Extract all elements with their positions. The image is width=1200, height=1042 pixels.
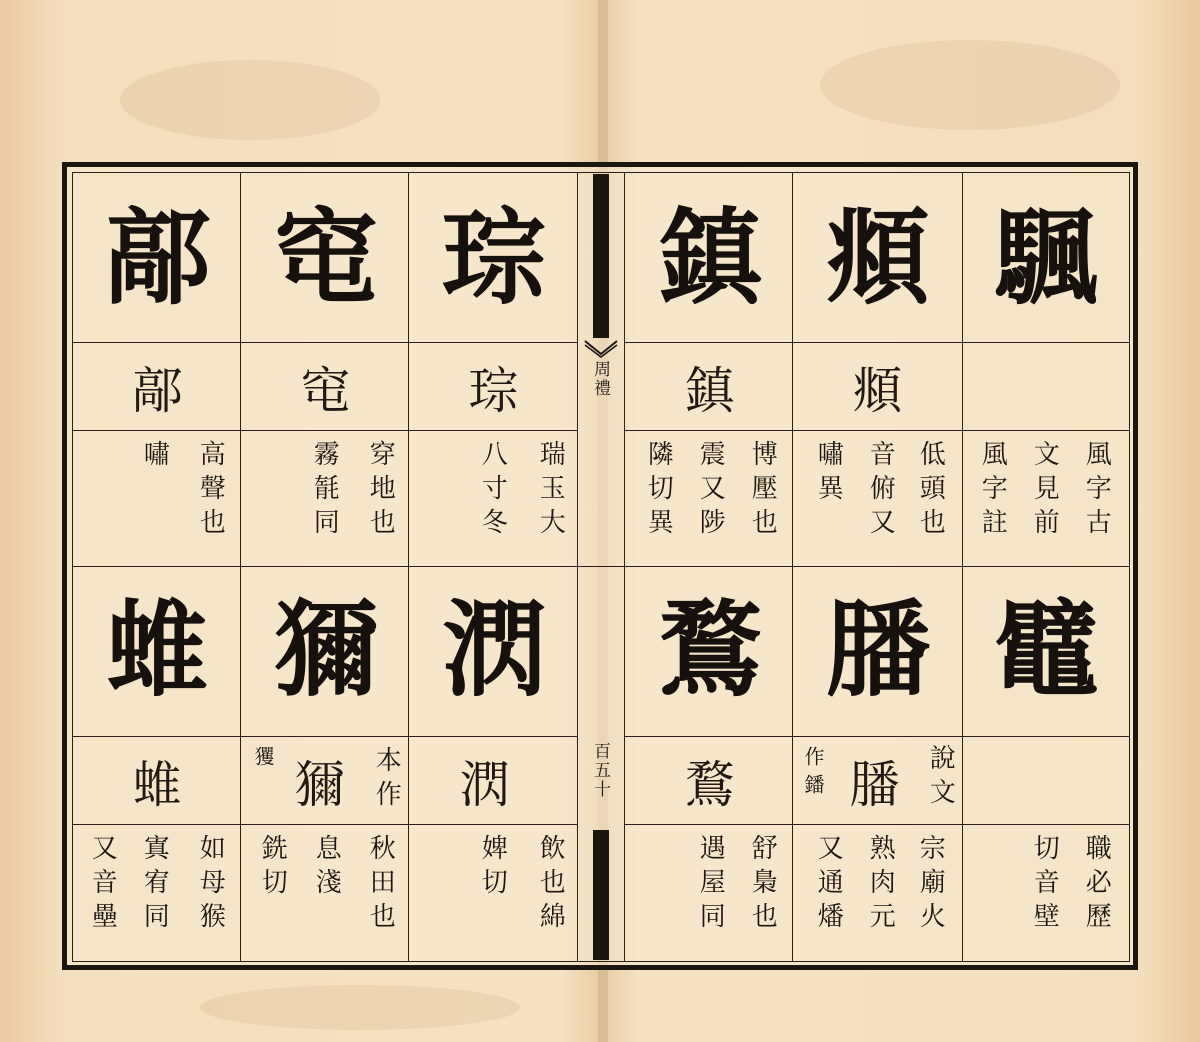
head-character: 鄗 (105, 196, 210, 319)
page-number: 百五十 (590, 742, 610, 799)
note-column: 霧毻同 (309, 440, 340, 542)
head-character: 颿 (993, 196, 1098, 319)
row-rule (72, 824, 577, 825)
seal-script-character: 㴸 (459, 756, 511, 814)
note-column: 博壓也 (747, 440, 778, 542)
note-column: 婢切 (477, 834, 508, 902)
note-column: 飲也綿 (535, 834, 566, 936)
note-column-small: 玃 (251, 746, 275, 774)
note-column: 風字古 (1081, 440, 1112, 542)
head-character: 鼊 (993, 588, 1098, 711)
seal-script-character (962, 344, 1130, 430)
paper-stain (200, 985, 520, 1030)
head-character: 膰 (825, 588, 930, 711)
note-column: 穿地也 (365, 440, 396, 542)
head-character: 窀 (273, 196, 378, 319)
row-rule (72, 566, 1130, 567)
note-column: 秋田也 (365, 834, 396, 936)
seal-script-character: 獮 (294, 756, 346, 814)
fish-tail-mark-icon (584, 340, 618, 358)
note-column: 熟肉元 (865, 834, 896, 936)
black-bar-top (593, 174, 609, 338)
note-column: 低頭也 (915, 440, 946, 542)
paper-stain (120, 60, 380, 140)
note-column: 說文 (925, 744, 956, 812)
note-column: 震又陟 (695, 440, 726, 542)
note-column: 音俯又 (865, 440, 896, 542)
note-column: 宗廟火 (915, 834, 946, 936)
seal-script-character: 琮 (468, 362, 520, 420)
row-rule (72, 430, 577, 431)
note-column: 本作 (371, 746, 402, 814)
seal-script-character: 鶩 (684, 756, 736, 814)
note-column: 遇屋同 (695, 834, 726, 936)
note-column: 又音壘 (87, 834, 118, 936)
seal-script-character: 窀 (300, 362, 352, 420)
head-character: 琮 (441, 196, 546, 319)
seal-script-character: 頫 (852, 362, 904, 420)
note-column: 寘宥同 (139, 834, 170, 936)
note-column: 切音壁 (1029, 834, 1060, 936)
book-title: 周禮 (590, 360, 610, 398)
note-column: 又通燔 (813, 834, 844, 936)
seal-script-character (962, 738, 1130, 824)
row-rule (625, 342, 1130, 343)
seal-script-character: 蜼 (132, 756, 184, 814)
head-character: 鎮 (657, 196, 762, 319)
head-character: 頫 (825, 196, 930, 319)
note-column: 八寸冬 (477, 440, 508, 542)
note-column: 銑切 (257, 834, 288, 902)
head-character: 鶩 (657, 588, 762, 711)
row-rule (625, 736, 1130, 737)
note-column: 職必歷 (1081, 834, 1112, 936)
seal-script-character: 鄗 (132, 362, 184, 420)
head-character: 㴸 (441, 588, 546, 711)
note-column: 嘯 (139, 440, 170, 474)
paper-stain (820, 40, 1120, 130)
row-rule (72, 342, 577, 343)
note-column: 瑞玉大 (535, 440, 566, 542)
note-column: 隣切異 (643, 440, 674, 542)
seal-script-character: 鎮 (684, 362, 736, 420)
note-column: 息淺 (311, 834, 342, 902)
seal-script-character: 膰 (849, 756, 901, 814)
head-character: 蜼 (105, 588, 210, 711)
note-column: 如母猴 (195, 834, 226, 936)
note-column-small: 作鐇 (801, 746, 825, 802)
row-rule (72, 736, 577, 737)
note-column: 嘯異 (813, 440, 844, 508)
note-column: 高聲也 (195, 440, 226, 542)
row-rule (625, 824, 1130, 825)
note-column: 風字註 (977, 440, 1008, 542)
note-column: 舒梟也 (747, 834, 778, 936)
head-character: 獮 (273, 588, 378, 711)
row-rule (625, 430, 1130, 431)
note-column: 文見前 (1029, 440, 1060, 542)
black-bar-bottom (593, 830, 609, 960)
